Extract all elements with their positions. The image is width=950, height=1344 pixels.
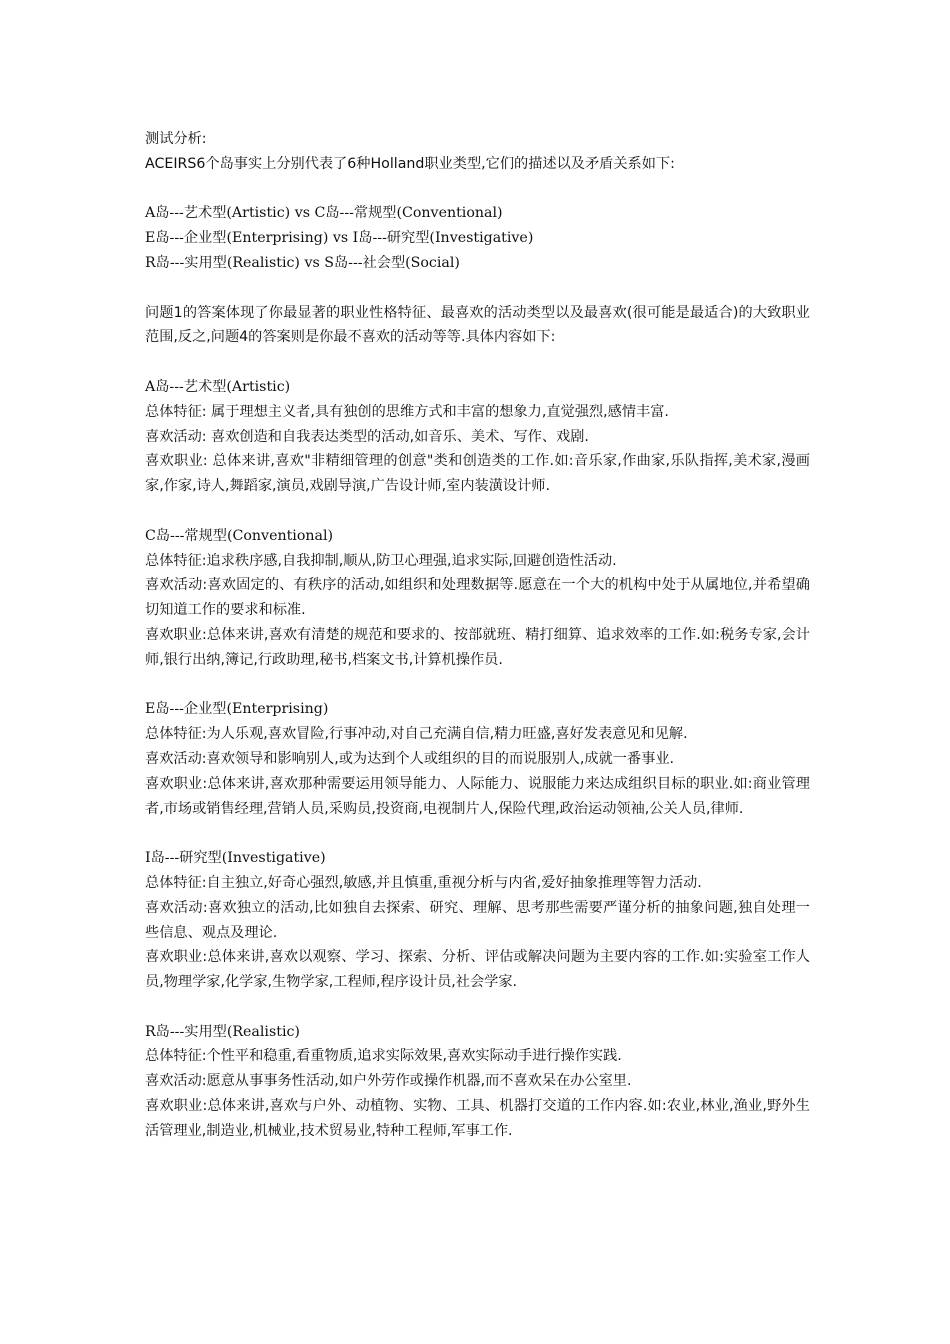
section-title: E岛---企业型(Enterprising) [145,701,329,718]
section-conventional [145,524,810,673]
section-title: C岛---常规型(Conventional) [145,527,334,544]
section-title: A岛---艺术型(Artistic) [145,378,291,395]
section-activity: 喜欢活动: 喜欢创造和自我表达类型的活动,如音乐、美术、写作、戏剧. [145,428,589,445]
spacer [145,276,810,301]
pair-line: E岛---企业型(Enterprising) vs I岛---研究型(Investigative) [145,230,534,247]
spacer [145,821,810,846]
analysis-heading: 测试分析: [145,131,207,147]
pair-line: R岛---实用型(Realistic) vs S岛---社会型(Social) [145,254,460,271]
section-enterprising [145,697,810,821]
spacer [145,350,810,375]
section-trait: 总体特征:追求秩序感,自我抑制,顺从,防卫心理强,追求实际,回避创造性活动. [145,552,617,569]
section-activity: 喜欢活动:喜欢独立的活动,比如独自去探索、研究、理解、思考那些需要严谨分析的抽象问题,独自处理一些信息、观点及理论. [145,899,810,941]
section-career: 喜欢职业: 总体来讲,喜欢"非精细管理的创意"类和创造类的工作.如:音乐家,作曲家,乐队指挥,美术家,漫画家,作家,诗人,舞蹈家,演员,戏剧导演,广告设计师,室内装潢设计师. [145,453,810,495]
spacer [145,177,810,202]
section-activity: 喜欢活动:喜欢固定的、有秩序的活动,如组织和处理数据等.愿意在一个大的机构中处于从属地位,并希望确切知道工作的要求和标准. [145,577,810,619]
section-investigative [145,846,810,995]
section-artistic [145,375,810,499]
section-career: 喜欢职业:总体来讲,喜欢那种需要运用领导能力、人际能力、说服能力来达成组织目标的职业.如:商业管理者,市场或销售经理,营销人员,采购员,投资商,电视制片人,保险代理,政治运动领袖,公关人员,律师. [145,775,810,817]
section-career: 喜欢职业:总体来讲,喜欢有清楚的规范和要求的、按部就班、精打细算、追求效率的工作.如:税务专家,会计师,银行出纳,簿记,行政助理,秘书,档案文书,计算机操作员. [145,626,810,668]
pair-line: A岛---艺术型(Artistic) vs C岛---常规型(Conventional) [145,205,503,222]
document-page [145,127,810,1144]
section-title: I岛---研究型(Investigative) [145,850,326,867]
section-realistic [145,1020,810,1144]
spacer [145,995,810,1020]
spacer [145,499,810,524]
section-trait: 总体特征:个性平和稳重,看重物质,追求实际效果,喜欢实际动手进行操作实践. [145,1048,622,1065]
section-activity: 喜欢活动:喜欢领导和影响别人,或为达到个人或组织的目的而说服别人,成就一番事业. [145,750,675,767]
section-title: R岛---实用型(Realistic) [145,1023,300,1040]
section-career: 喜欢职业:总体来讲,喜欢以观察、学习、探索、分析、评估或解决问题为主要内容的工作.如:实验室工作人员,物理学家,化学家,生物学家,工程师,程序设计员,社会学家. [145,949,810,991]
intro-line: ACEIRS6个岛事实上分别代表了6种Holland职业类型,它们的描述以及矛盾关系如下: [145,155,675,172]
section-trait: 总体特征:自主独立,好奇心强烈,敏感,并且慎重,重视分析与内省,爱好抽象推理等智力活动. [145,874,702,891]
section-career: 喜欢职业:总体来讲,喜欢与户外、动植物、实物、工具、机器打交道的工作内容.如:农业,林业,渔业,野外生活管理业,制造业,机械业,技术贸易业,特种工程师,军事工作. [145,1098,810,1139]
section-trait: 总体特征: 属于理想主义者,具有独创的思维方式和丰富的想象力,直觉强烈,感情丰富. [145,403,669,420]
question-note: 问题1的答案体现了你最显著的职业性格特征、最喜欢的活动类型以及最喜欢(很可能是最适合)的大致职业范围,反之,问题4的答案则是你最不喜欢的活动等等.具体内容如下: [145,304,810,346]
section-trait: 总体特征:为人乐观,喜欢冒险,行事冲动,对自己充满自信,精力旺盛,喜好发表意见和见解. [145,726,688,743]
section-activity: 喜欢活动:愿意从事事务性活动,如户外劳作或操作机器,而不喜欢呆在办公室里. [145,1073,632,1090]
spacer [145,673,810,698]
